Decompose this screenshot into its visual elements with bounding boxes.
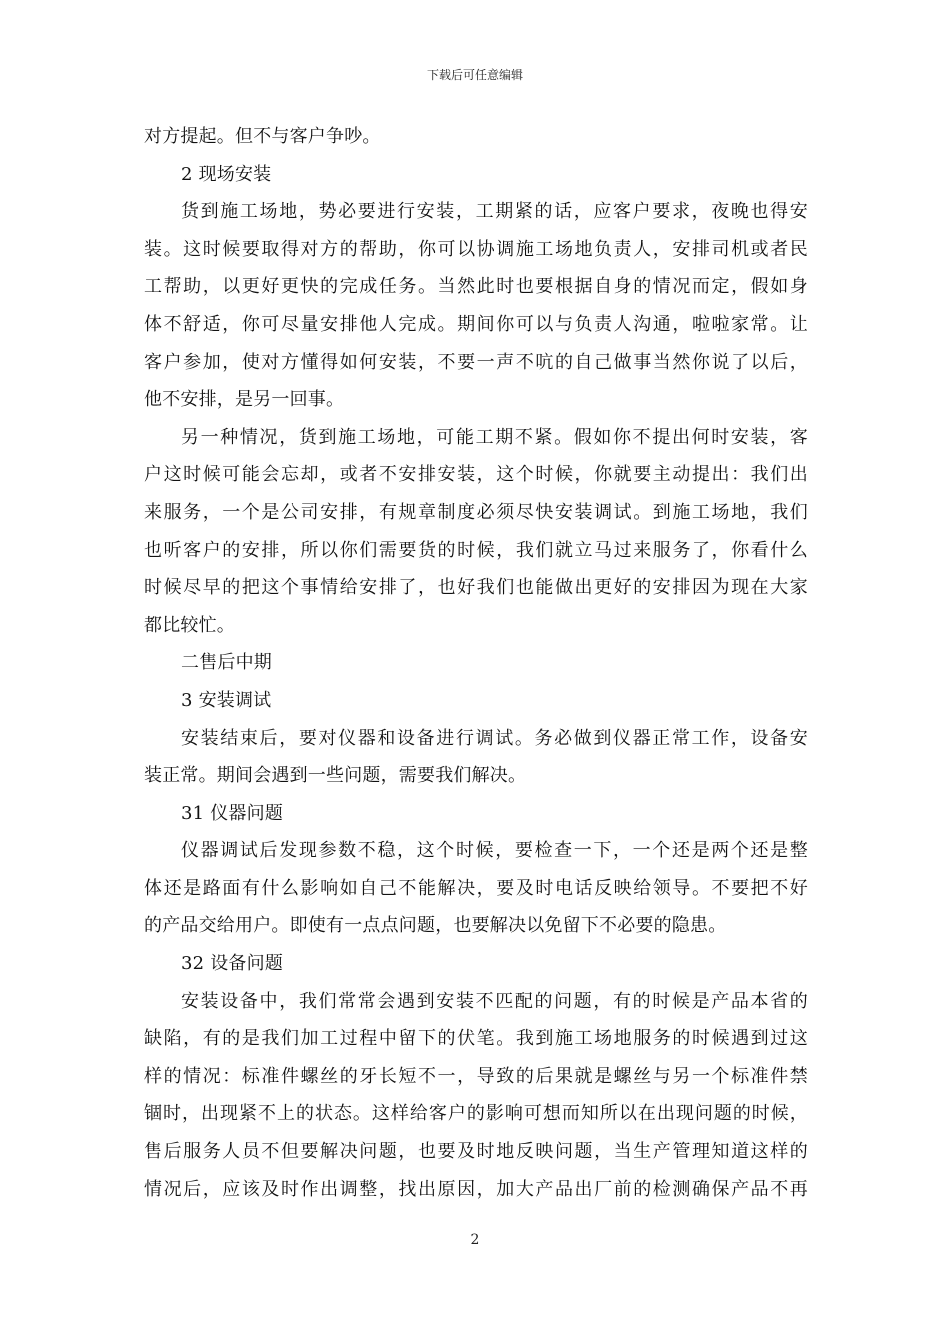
text-line: 的产品交给用户。即使有一点点问题，也要解决以免留下不必要的隐患。 [144,915,727,937]
text-line: 2 现场安装 [181,163,272,185]
text-line: 来服务，一个是公司安排，有规章制度必须尽快安装调试。到施工场地，我们 [144,501,808,523]
text-line: 客户参加，使对方懂得如何安装，不要一声不吭的自己做事当然你说了以后， [144,351,808,373]
text-line: 体还是路面有什么影响如自己不能解决，要及时电话反映给领导。不要把不好 [144,877,808,899]
document-body [144,118,808,1208]
text-line: 时候尽早的把这个事情给安排了，也好我们也能做出更好的安排因为现在大家 [144,577,808,599]
text-line: 体不舒适，你可尽量安排他人完成。期间你可以与负责人沟通，啦啦家常。让 [144,313,808,335]
text-line: 装。这时候要取得对方的帮助，你可以协调施工场地负责人，安排司机或者民 [144,238,808,260]
text-line: 锢时，出现紧不上的状态。这样给客户的影响可想而知所以在出现问题的时候， [144,1103,808,1125]
text-line: 工帮助，以更好更快的完成任务。当然此时也要根据自身的情况而定，假如身 [144,276,808,298]
text-line: 户这时候可能会忘却，或者不安排安装，这个时候，你就要主动提出：我们出 [144,464,808,486]
text-line: 3 安装调试 [181,689,272,711]
text-line: 安装设备中，我们常常会遇到安装不匹配的问题，有的时候是产品本省的 [181,990,808,1012]
text-line: 都比较忙。 [144,614,235,636]
text-line: 货到施工场地，势必要进行安装，工期紧的话，应客户要求，夜晚也得安 [181,201,808,223]
text-line: 31 仪器问题 [181,802,284,824]
text-line: 另一种情况，货到施工场地，可能工期不紧。假如你不提出何时安装，客 [181,426,808,448]
text-line: 也听客户的安排，所以你们需要货的时候，我们就立马过来服务了，你看什么 [144,539,808,561]
page-number: 2 [470,1232,480,1248]
text-line: 缺陷，有的是我们加工过程中留下的伏笔。我到施工场地服务的时候遇到过这 [144,1028,808,1050]
text-line: 32 设备问题 [181,953,284,975]
text-line: 二售后中期 [181,652,272,674]
text-line: 仪器调试后发现参数不稳，这个时候，要检查一下，一个还是两个还是整 [181,840,808,862]
text-line: 安装结束后，要对仪器和设备进行调试。务必做到仪器正常工作，设备安 [181,727,808,749]
page-header: 下载后可任意编辑 [426,68,523,82]
text-line: 装正常。期间会遇到一些问题，需要我们解决。 [144,765,527,787]
text-line: 售后服务人员不但要解决问题，也要及时地反映问题，当生产管理知道这样的 [144,1141,808,1163]
text-line: 他不安排，是另一回事。 [144,389,345,411]
text-line: 对方提起。但不与客户争吵。 [144,126,381,147]
text-line: 情况后，应该及时作出调整，找出原因，加大产品出厂前的检测确保产品不再 [144,1178,808,1200]
text-line: 样的情况：标准件螺丝的牙长短不一，导致的后果就是螺丝与另一个标准件禁 [144,1065,808,1087]
